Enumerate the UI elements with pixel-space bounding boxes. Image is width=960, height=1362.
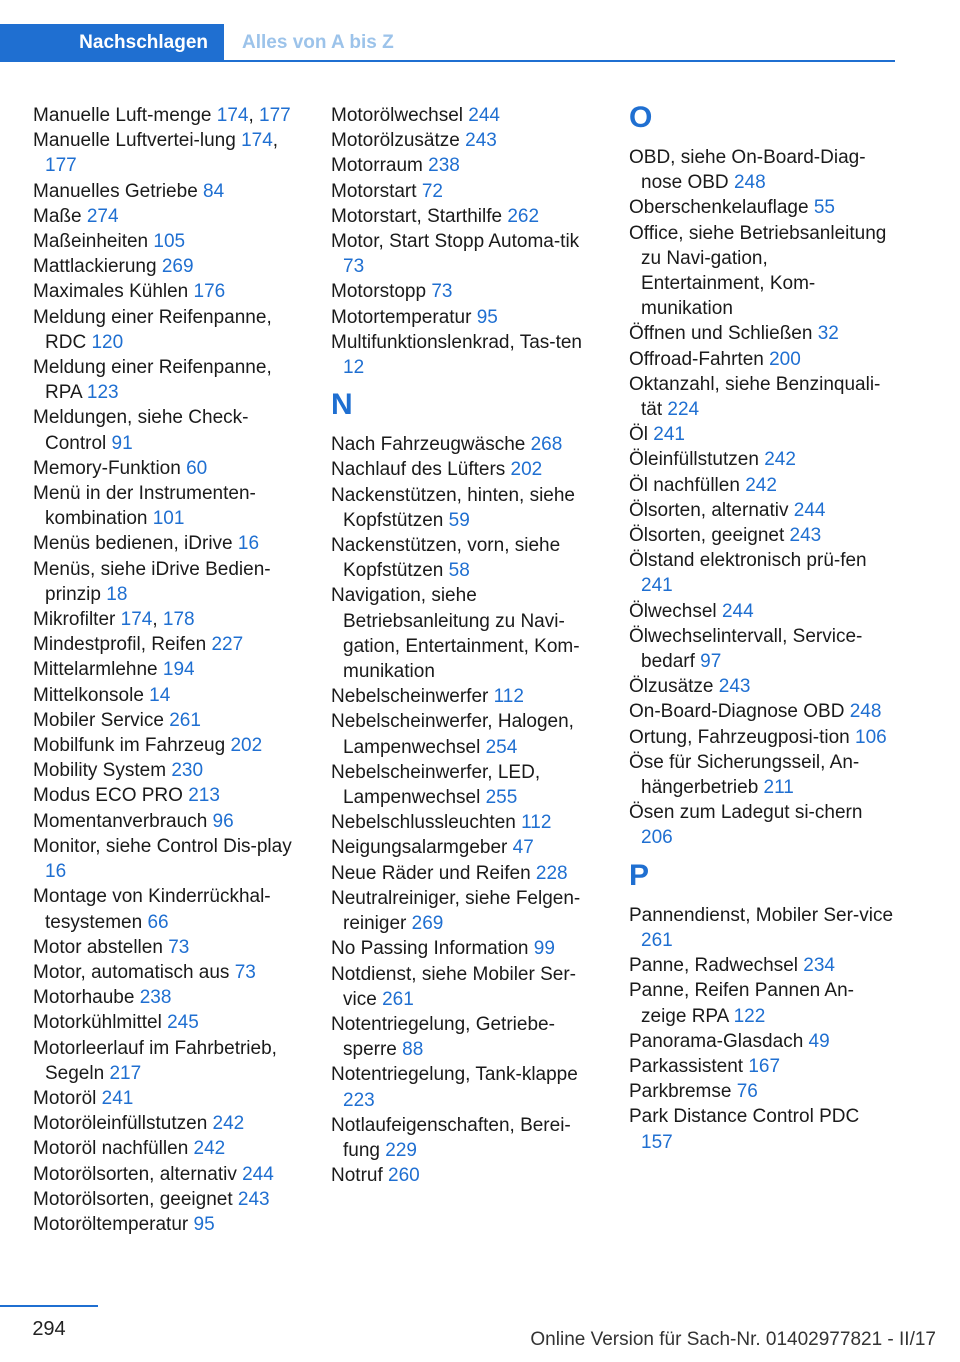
index-term: Momentanverbrauch: [33, 810, 208, 832]
index-term: Motoröl: [33, 1087, 97, 1109]
page-link[interactable]: 268: [530, 434, 563, 456]
page-link[interactable]: 76: [736, 1081, 758, 1103]
page-link[interactable]: 241: [641, 575, 673, 597]
index-term: Panne, Radwechsel: [629, 955, 798, 977]
page-link[interactable]: 112: [521, 812, 552, 834]
index-term: Oktanzahl, siehe Benzinquali-tät: [629, 373, 881, 421]
page-link[interactable]: 243: [789, 525, 822, 547]
page-link[interactable]: 248: [849, 701, 882, 723]
page-link[interactable]: 261: [641, 929, 673, 951]
index-entry: [331, 886, 593, 936]
index-entry: [331, 457, 593, 482]
index-term: Motorölwechsel: [331, 105, 463, 126]
index-entry: [331, 229, 593, 279]
index-term: Nebelscheinwerfer: [331, 686, 489, 708]
page-number: 294: [32, 1318, 66, 1340]
index-term: Mobility System: [33, 760, 167, 782]
index-entry: [33, 960, 295, 985]
chapter-header: [0, 24, 895, 62]
index-entry: [331, 1012, 593, 1062]
page-link[interactable]: 238: [139, 987, 172, 1009]
index-entry: [629, 903, 895, 953]
index-term: Motorhaube: [33, 987, 135, 1009]
page-link[interactable]: 245: [167, 1012, 199, 1034]
index-term: Ölzusätze: [629, 676, 714, 698]
index-entry: [33, 557, 295, 607]
page-link[interactable]: 243: [237, 1188, 270, 1210]
index-term: Öse für Sicherungsseil, An-hängerbetrieb: [629, 751, 860, 799]
index-term: Menüs bedienen, iDrive: [33, 533, 233, 555]
page-link[interactable]: 99: [533, 938, 555, 960]
index-entry: [331, 533, 593, 583]
index-term: Menüs, siehe iDrive Bedien-prinzip: [33, 558, 271, 605]
page-link[interactable]: 200: [769, 348, 801, 370]
page-link[interactable]: 227: [211, 634, 244, 656]
index-term: Memory-Funktion: [33, 457, 181, 479]
page-link[interactable]: 167: [748, 1055, 781, 1077]
online-version-note: Online Version für Sach-Nr. 01402977821 - II/17: [530, 1329, 936, 1350]
index-entry: [629, 422, 895, 447]
index-term: Motorstopp: [331, 281, 427, 303]
index-entry: [33, 456, 295, 481]
index-entry: [629, 699, 895, 724]
page-link[interactable]: 262: [507, 205, 540, 227]
index-term: Neigungsalarmgeber: [331, 837, 508, 859]
index-entry: [331, 1062, 593, 1112]
index-entry: [629, 800, 895, 850]
page-link[interactable]: 55: [813, 197, 835, 219]
page-link[interactable]: 176: [193, 281, 226, 303]
page-link[interactable]: 242: [212, 1113, 245, 1135]
index-term: Mattlackierung: [33, 256, 157, 278]
index-term: On-Board-Diagnose OBD: [629, 701, 845, 723]
index-entry: [33, 632, 295, 657]
page-link[interactable]: 47: [512, 837, 534, 859]
index-term: Maximales Kühlen: [33, 281, 189, 303]
index-term: Motor, automatisch aus: [33, 961, 230, 983]
index-entry: [331, 153, 593, 178]
page-link[interactable]: 206: [641, 827, 673, 849]
index-entry: [629, 195, 895, 220]
page-link[interactable]: 122: [733, 1005, 766, 1027]
page-link[interactable]: 244: [793, 499, 826, 521]
page-link[interactable]: 234: [803, 955, 835, 977]
index-entry: [33, 305, 295, 355]
index-term: No Passing Information: [331, 938, 529, 960]
index-term: Menü in der Instrumenten-kombination: [33, 483, 256, 530]
page-link[interactable]: 229: [385, 1139, 417, 1161]
index-entry: [629, 1104, 895, 1154]
index-entry: [331, 861, 593, 886]
page-link[interactable]: 97: [700, 651, 722, 673]
index-entry: [331, 684, 593, 709]
index-entry: [33, 935, 295, 960]
index-term: Oberschenkelauflage: [629, 197, 809, 219]
index-entry: [33, 1036, 295, 1086]
page-link[interactable]: 238: [428, 155, 460, 177]
page-link[interactable]: 60: [186, 457, 208, 479]
index-column-3: [629, 103, 895, 1155]
index-term: Monitor, siehe Control Dis-play: [33, 835, 292, 857]
index-term: Notdienst, siehe Mobiler Ser-vice: [331, 963, 576, 1010]
page-link[interactable]: 16: [237, 533, 260, 555]
index-term: Montage von Kinderrückhal-tesystemen: [33, 886, 271, 933]
index-term: Maßeinheiten: [33, 231, 149, 253]
index-term: Öleinfüllstutzen: [629, 449, 759, 471]
index-term: Motorölsorten, alternativ: [33, 1163, 237, 1185]
index-term: Ölsorten, alternativ: [629, 499, 789, 521]
index-term: Motorstart, Starthilfe: [331, 205, 503, 227]
index-term: Mittelarmlehne: [33, 659, 158, 681]
index-term: Ösen zum Ladegut si-chern: [629, 802, 863, 824]
index-entry: [629, 674, 895, 699]
index-entry: [33, 683, 295, 708]
index-term: Nackenstützen, hinten, siehe Kopfstützen: [331, 484, 575, 531]
page-link[interactable]: 224: [667, 399, 700, 421]
index-term: Nebelschlussleuchten: [331, 812, 516, 834]
index-term: Motorölzusätze: [331, 130, 460, 152]
page-link[interactable]: 73: [431, 281, 453, 303]
page-link[interactable]: 213: [188, 785, 220, 807]
page-link[interactable]: 248: [733, 172, 766, 194]
index-entry: [629, 498, 895, 523]
index-term: Office, siehe Betriebsanleitung zu Navi-gation, Entertainment, Kom-munikation: [629, 222, 887, 320]
index-term: Panne, Reifen Pannen An-zeige RPA: [629, 980, 855, 1027]
footer-divider: [0, 1305, 98, 1307]
index-entry: [33, 1187, 295, 1212]
index-entry: [33, 1136, 295, 1161]
index-entry: [33, 1086, 295, 1111]
page-link[interactable]: 32: [817, 323, 839, 345]
index-term: Motorkühlmittel: [33, 1012, 162, 1034]
index-entry: Manuelle Luftvertei-lung 174, 177: [33, 130, 279, 177]
index-term: Neutralreiniger, siehe Felgen-reiniger: [331, 887, 581, 935]
index-term: Pannendienst, Mobiler Ser-vice: [629, 904, 894, 926]
index-term: Motor, Start Stopp Automa-tik: [331, 231, 580, 253]
index-entry: [33, 758, 295, 783]
index-entry: [331, 936, 593, 961]
index-entry: [629, 321, 895, 346]
index-term: Motorleerlauf im Fahrbetrieb, Segeln: [33, 1037, 277, 1084]
page-link[interactable]: 16: [45, 861, 67, 883]
index-term: Motorstart: [331, 180, 417, 202]
index-term: Nebelscheinwerfer, Halogen, Lampenwechsel: [331, 711, 574, 758]
index-entry: [33, 179, 295, 204]
index-entry: [629, 1029, 895, 1054]
tab-alles-von-a-bis-z[interactable]: Alles von A bis Z: [242, 32, 394, 53]
index-term: Offroad-Fahrten: [629, 348, 764, 370]
page-link[interactable]: 243: [465, 130, 497, 152]
index-entry: [33, 1162, 295, 1187]
index-entry: [331, 305, 593, 330]
page-link[interactable]: 59: [448, 509, 470, 531]
index-entry: [33, 1010, 295, 1035]
index-term: Manuelle Luftvertei-lung: [33, 130, 236, 152]
index-term: Mikrofilter: [33, 609, 116, 631]
index-entry: [331, 128, 593, 153]
tab-nachschlagen[interactable]: Nachschlagen: [0, 24, 224, 62]
page-link[interactable]: 261: [169, 709, 201, 731]
index-term: Motorraum: [331, 155, 423, 177]
page-link[interactable]: 202: [230, 735, 263, 757]
page-link[interactable]: 242: [745, 474, 777, 496]
index-term: Motorölsorten, geeignet: [33, 1188, 233, 1210]
index-entry: [33, 884, 295, 934]
page-link[interactable]: 95: [193, 1213, 215, 1235]
index-entry: Mikrofilter 174, 178: [33, 609, 195, 631]
index-term: Motoröl nachfüllen: [33, 1138, 189, 1160]
index-entry: [629, 725, 895, 750]
index-entry: [629, 473, 895, 498]
index-term: Öl: [629, 424, 648, 446]
index-entry: [629, 624, 895, 674]
page-link[interactable]: 18: [106, 583, 128, 605]
index-term: Mindestprofil, Reifen: [33, 634, 207, 656]
index-entry: [331, 432, 593, 457]
index-entry: [331, 1163, 593, 1188]
index-term: Öffnen und Schließen: [629, 323, 813, 345]
index-entry: [33, 481, 295, 531]
index-term: Meldung einer Reifenpanne, RPA: [33, 357, 272, 404]
page-link[interactable]: 217: [109, 1062, 142, 1084]
index-entry: [629, 978, 895, 1028]
index-term: Notentriegelung, Getriebe-sperre: [331, 1013, 555, 1061]
index-term: Navigation, siehe Betriebsanleitung zu Navi-gation, Entertainment, Kom-munikation: [331, 585, 580, 683]
index-entry: [331, 103, 593, 128]
index-entry: [331, 279, 593, 304]
page-link[interactable]: 105: [153, 231, 186, 253]
index-entry: [629, 548, 895, 598]
index-term: Motoröltemperatur: [33, 1213, 189, 1235]
page-link[interactable]: 14: [149, 684, 171, 706]
index-entry: [331, 1113, 593, 1163]
index-entry: [629, 145, 895, 195]
index-entry: [331, 204, 593, 229]
index-entry: [629, 347, 895, 372]
index-column-1: [33, 103, 295, 1237]
page-link[interactable]: 66: [147, 911, 169, 933]
index-entry: [331, 835, 593, 860]
index-term: Notentriegelung, Tank-klappe: [331, 1064, 578, 1086]
index-term: Meldung einer Reifenpanne, RDC: [33, 306, 272, 353]
index-entry: [33, 809, 295, 834]
index-term: Multifunktionslenkrad, Tas-ten: [331, 331, 582, 353]
page-link[interactable]: 260: [388, 1165, 420, 1187]
index-entry: [629, 523, 895, 548]
page-link[interactable]: 73: [234, 961, 256, 983]
page-link[interactable]: 244: [242, 1163, 274, 1185]
index-term: Manuelles Getriebe: [33, 180, 198, 202]
page-link[interactable]: 73: [168, 936, 190, 958]
index-entry: [331, 962, 593, 1012]
index-term: Ölstand elektronisch prü-fen: [629, 550, 867, 572]
index-term: Panorama-Glasdach: [629, 1030, 804, 1052]
page-link[interactable]: 255: [485, 787, 518, 809]
index-term: Mittelkonsole: [33, 684, 144, 706]
page-link[interactable]: 269: [411, 913, 444, 935]
index-entry: [629, 221, 895, 322]
index-entry: [33, 657, 295, 682]
index-term: Meldungen, siehe Check-Control: [33, 407, 249, 454]
page-link[interactable]: 178: [162, 609, 195, 631]
index-entry: [629, 599, 895, 624]
index-term: Nebelscheinwerfer, LED, Lampenwechsel: [331, 761, 541, 809]
page-link[interactable]: 261: [382, 988, 414, 1010]
page-link[interactable]: 202: [510, 459, 543, 481]
index-entry: [33, 279, 295, 304]
page-link[interactable]: 72: [421, 180, 443, 202]
index-entry: Manuelle Luft-menge 174, 177: [33, 105, 291, 126]
page-link[interactable]: 241: [101, 1087, 134, 1109]
section-letter: O: [629, 101, 653, 134]
index-term: Notruf: [331, 1165, 383, 1187]
page-link[interactable]: 242: [193, 1138, 226, 1160]
page-link[interactable]: 174: [241, 130, 273, 152]
index-entry: [629, 447, 895, 472]
page-link[interactable]: 211: [763, 777, 794, 799]
index-term: Ölsorten, geeignet: [629, 525, 785, 547]
index-entry: [33, 985, 295, 1010]
index-term: Mobiler Service: [33, 709, 164, 731]
page-link[interactable]: 230: [171, 760, 204, 782]
index-entry: [331, 483, 593, 533]
index-entry: [33, 355, 295, 405]
page-link[interactable]: 241: [653, 424, 685, 446]
page-link[interactable]: 49: [808, 1030, 830, 1052]
index-term: Maße: [33, 205, 82, 227]
index-entry: [33, 1212, 295, 1237]
index-term: Park Distance Control PDC: [629, 1106, 860, 1128]
page-link[interactable]: 112: [493, 686, 524, 708]
index-term: Nachlauf des Lüfters: [331, 459, 506, 481]
index-entry: [33, 204, 295, 229]
index-term: Ölwechselintervall, Service-bedarf: [629, 625, 863, 673]
page-link[interactable]: 95: [476, 306, 498, 328]
index-entry: [629, 1079, 895, 1104]
index-entry: [629, 953, 895, 978]
index-term: Öl nachfüllen: [629, 474, 740, 496]
page-link[interactable]: 88: [402, 1039, 424, 1061]
page-link[interactable]: 12: [343, 357, 365, 379]
index-entry: [331, 709, 593, 759]
index-term: Ortung, Fahrzeugposi-tion: [629, 726, 850, 748]
index-term: Parkbremse: [629, 1081, 732, 1103]
page-link[interactable]: 223: [343, 1089, 375, 1111]
page-link[interactable]: 123: [86, 382, 119, 404]
index-entry: [33, 708, 295, 733]
index-term: Modus ECO PRO: [33, 785, 183, 807]
page-link[interactable]: 228: [535, 862, 568, 884]
page-link[interactable]: 177: [45, 155, 77, 177]
page-link[interactable]: 269: [161, 256, 194, 278]
page-link[interactable]: 106: [855, 726, 887, 748]
index-term: Motoröleinfüllstutzen: [33, 1113, 208, 1135]
page-link[interactable]: 254: [485, 736, 518, 758]
page-link[interactable]: 157: [641, 1131, 673, 1153]
index-entry: [331, 583, 593, 684]
index-entry: [33, 783, 295, 808]
index-entry: [33, 834, 295, 884]
index-term: Motor abstellen: [33, 936, 163, 958]
index-term: Parkassistent: [629, 1055, 744, 1077]
header-divider: [224, 60, 895, 62]
index-entry: [629, 372, 895, 422]
index-entry: [33, 1111, 295, 1136]
index-entry: [331, 330, 593, 380]
index-term: OBD, siehe On-Board-Diag-nose OBD: [629, 147, 866, 194]
page-link[interactable]: 91: [111, 432, 133, 454]
index-term: Manuelle Luft-menge: [33, 105, 212, 126]
index-term: Nackenstützen, vorn, siehe Kopfstützen: [331, 535, 561, 582]
page-link[interactable]: 244: [468, 105, 500, 126]
page-link[interactable]: 244: [721, 600, 754, 622]
page-link[interactable]: 84: [203, 180, 225, 202]
index-entry: [331, 179, 593, 204]
section-letter: P: [629, 858, 650, 892]
index-term: Motortemperatur: [331, 306, 472, 328]
page-link[interactable]: 177: [259, 105, 291, 126]
page-link[interactable]: 120: [91, 331, 124, 353]
index-entry: [33, 405, 295, 455]
index-entry: [33, 733, 295, 758]
page-link[interactable]: 174: [120, 609, 153, 631]
index-term: Mobilfunk im Fahrzeug: [33, 735, 226, 757]
page-link[interactable]: 243: [718, 676, 751, 698]
page-link[interactable]: 242: [764, 449, 796, 471]
index-entry: [331, 760, 593, 810]
index-entry: [629, 1054, 895, 1079]
page-link[interactable]: 73: [343, 256, 365, 278]
index-term: Ölwechsel: [629, 600, 717, 622]
page-link[interactable]: 274: [86, 205, 119, 227]
index-term: Notlaufeigenschaften, Berei-fung: [331, 1114, 571, 1161]
index-entry: [33, 254, 295, 279]
page-link[interactable]: 58: [448, 560, 470, 582]
page-link[interactable]: 101: [152, 508, 185, 530]
index-term: Nach Fahrzeugwäsche: [331, 434, 526, 456]
index-entry: [33, 531, 295, 556]
index-entry: [33, 229, 295, 254]
section-letter: N: [331, 388, 353, 422]
page-link[interactable]: 174: [216, 105, 249, 126]
page-link[interactable]: 194: [162, 659, 195, 681]
index-term: Neue Räder und Reifen: [331, 862, 531, 884]
index-entry: [629, 750, 895, 800]
index-column-2: [331, 103, 593, 1188]
page-link[interactable]: 96: [212, 810, 234, 832]
index-entry: [331, 810, 593, 835]
